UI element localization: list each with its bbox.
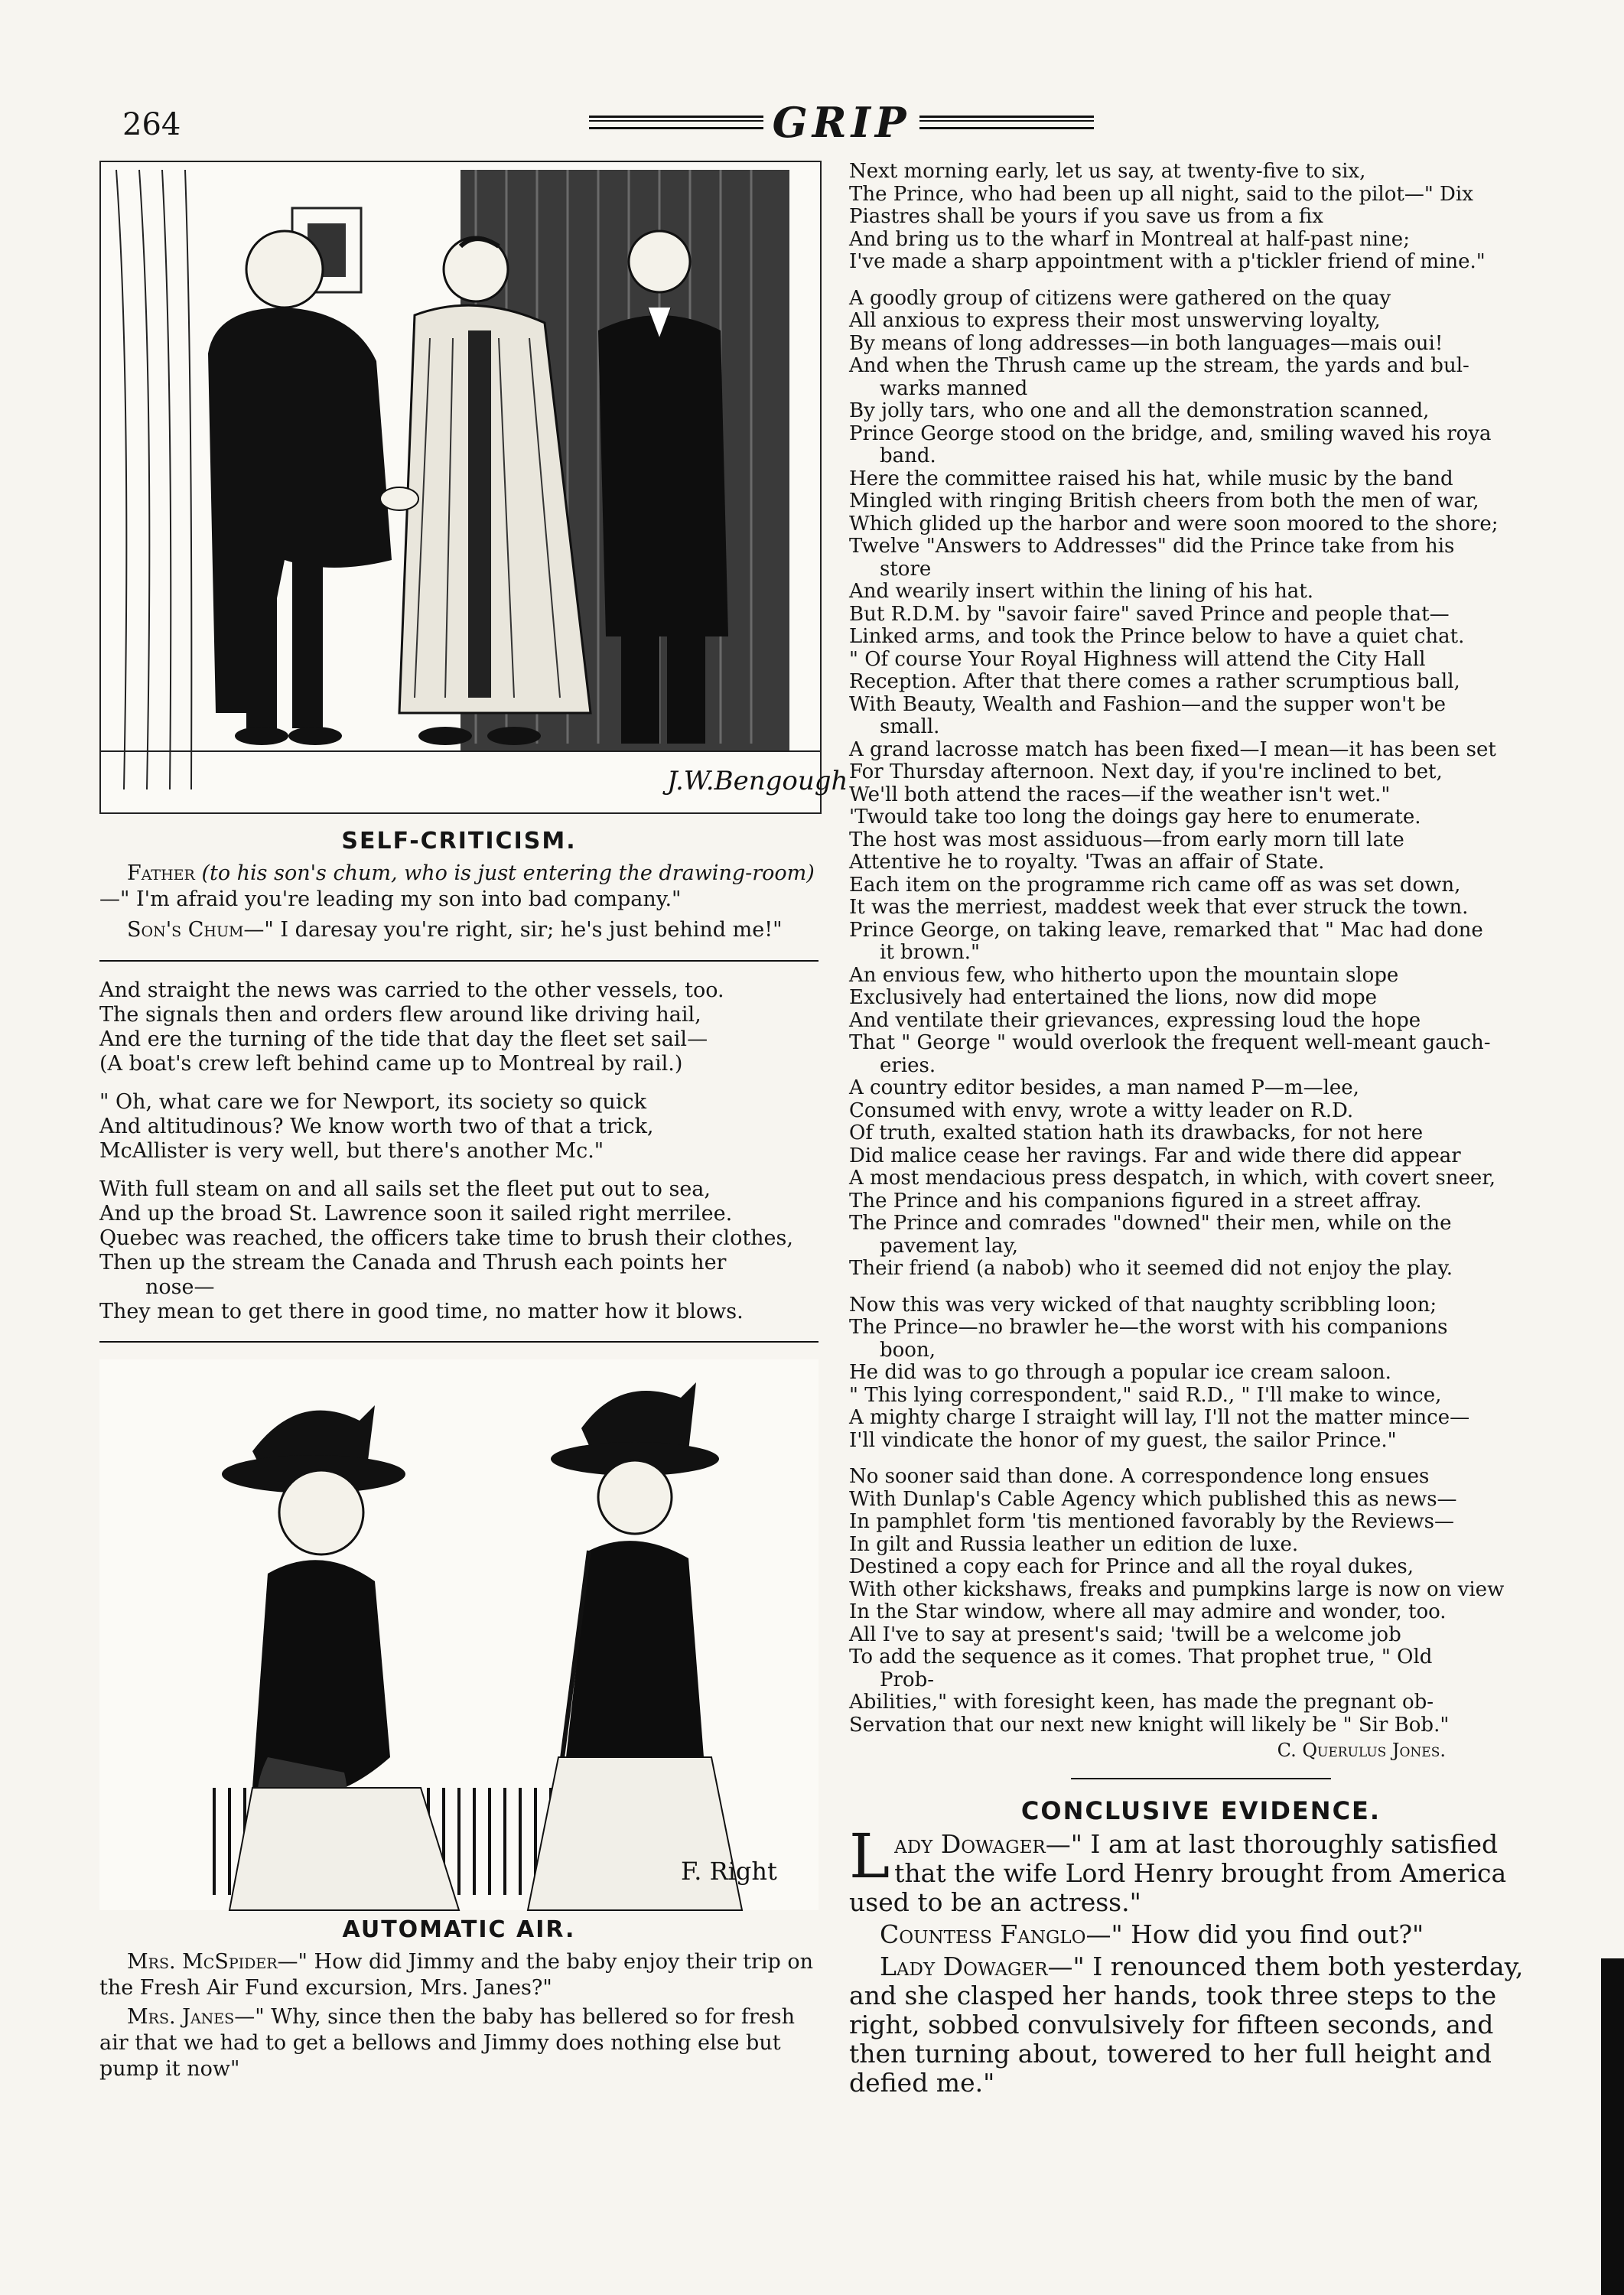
verse-line: That " George " would overlook the frequent well-meant gauch-	[849, 1031, 1491, 1054]
janes-line: —" Why, since then the baby has bellered so for fresh air that we had to get a bellows and Jimmy does nothing else but pump it now"	[99, 2005, 795, 2081]
verse-line: I've made a sharp appointment with a p'tickler friend of mine."	[849, 250, 1486, 273]
verse-line: " Oh, what care we for Newport, its society so quick	[99, 1090, 646, 1114]
self-criticism-title: SELF-CRITICISM.	[341, 828, 577, 855]
drop-cap: L	[849, 1821, 890, 1892]
verse-line: Twelve "Answers to Addresses" did the Prince take from his	[849, 535, 1455, 558]
conclusive-evidence-body	[849, 1821, 1553, 2098]
verse-line: Attentive he to royalty. 'Twas an affair of State.	[849, 851, 1325, 874]
verse-line: A mighty charge I straight will lay, I'll not the matter mince—	[849, 1406, 1470, 1429]
self-criticism-signature: J.W.Bengough	[667, 766, 848, 796]
verse-line: No sooner said than done. A correspondence long ensues	[849, 1465, 1430, 1488]
dowager-speaker: ady Dowager	[894, 1829, 1046, 1859]
verse-line: With Dunlap's Cable Agency which published this as news—	[849, 1487, 1457, 1511]
automatic-air-line-2	[99, 2004, 819, 2082]
automatic-air-illustration	[99, 1359, 819, 1910]
verse-line: Then up the stream the Canada and Thrush each points her	[99, 1251, 727, 1274]
verse-line: The signals then and orders flew around like driving hail,	[99, 1003, 701, 1027]
verse-line: Here the committee raised his hat, while music by the band	[849, 467, 1453, 490]
verse-line: Piastres shall be yours if you save us from a fix	[849, 205, 1323, 228]
automatic-air-signature: F. Right	[681, 1857, 777, 1886]
chum-line: —" I daresay you're right, sir; he's just behind me!"	[243, 918, 783, 942]
self-criticism-line-2	[99, 917, 819, 943]
verse-line: With other kickshaws, freaks and pumpkins large is now on view	[849, 1577, 1505, 1601]
verse-line: Servation that our next new knight will likely be " Sir Bob."	[849, 1713, 1450, 1737]
verse-line: An envious few, who hitherto upon the mountain slope	[849, 963, 1399, 987]
verse-line: The Prince and his companions figured in a street affray.	[849, 1189, 1422, 1213]
verse-line: pavement lay,	[880, 1234, 1019, 1258]
janes-speaker: Mrs. Janes	[127, 2005, 235, 2029]
verse-line: 'Twould take too long the doings gay here to enumerate.	[849, 806, 1421, 828]
self-criticism-illustration	[99, 161, 848, 814]
verse-line: And bring us to the wharf in Montreal at half-past nine;	[849, 227, 1410, 251]
verse-line: But R.D.M. by "savoir faire" saved Prince and people that—	[849, 602, 1450, 626]
masthead-title: GRIP	[772, 98, 911, 147]
verse-line: Quebec was reached, the officers take time to brush their clothes,	[99, 1226, 793, 1250]
verse-line: All anxious to express their most unswerving loyalty,	[849, 309, 1381, 332]
verse-line: band.	[880, 444, 936, 467]
conclusive-evidence-title: CONCLUSIVE EVIDENCE.	[1020, 1796, 1382, 1825]
divider-1	[99, 960, 819, 962]
verse-line: By means of long addresses—in both languages—mais oui!	[849, 331, 1443, 355]
verse-line: Each item on the programme rich came off as was set down,	[849, 873, 1461, 897]
verse-line: I'll vindicate the honor of my guest, the sailor Prince."	[849, 1428, 1397, 1452]
verse-line: In gilt and Russia leather un edition de luxe.	[849, 1532, 1299, 1556]
page-number: 264	[122, 107, 181, 142]
verse-line: And ere the turning of the tide that day the fleet set sail—	[99, 1027, 708, 1051]
automatic-air-line-1	[99, 1949, 819, 2001]
verse-line: And wearily insert within the lining of his hat.	[849, 580, 1313, 603]
verse-line: He did was to go through a popular ice cream saloon.	[849, 1361, 1391, 1384]
verse-line: Prince George, on taking leave, remarked that " Mac had done	[849, 918, 1483, 942]
countess-line: —" How did you find out?"	[1085, 1919, 1424, 1949]
verse-line: Exclusively had entertained the lions, now did mope	[849, 986, 1377, 1009]
verse-line: They mean to get there in good time, no matter how it blows.	[99, 1300, 744, 1323]
automatic-air-title: AUTOMATIC AIR.	[342, 1916, 576, 1943]
countess-speaker: Countess Fanglo	[880, 1919, 1086, 1949]
left-verse-stanza-2	[99, 1090, 819, 1164]
father-stage-direction: (to his son's chum, who is just entering the drawing-room)	[201, 861, 815, 885]
verse-line: store	[880, 557, 932, 581]
verse-line: Destined a copy each for Prince and all the royal dukes,	[849, 1555, 1414, 1578]
verse-line: Consumed with envy, wrote a witty leader on R.D.	[849, 1099, 1354, 1122]
verse-line: " This lying correspondent," said R.D., " I'll make to wince,	[849, 1383, 1442, 1407]
verse-line: The host was most assiduous—from early morn till late	[849, 828, 1404, 851]
left-verse-stanza-3	[99, 1177, 819, 1324]
verse-line: All I've to say at present's said; 'twill be a welcome job	[849, 1623, 1401, 1646]
verse-line: The Prince—no brawler he—the worst with his companions	[849, 1316, 1448, 1339]
poem-signature: C. Querulus Jones.	[1277, 1740, 1446, 1761]
verse-line: In the Star window, where all may admire and wonder, too.	[849, 1600, 1447, 1623]
verse-line: Which glided up the harbor and were soon moored to the shore;	[849, 512, 1499, 536]
verse-line: With full steam on and all sails set the fleet put out to sea,	[99, 1177, 711, 1201]
father-line: —" I'm afraid you're leading my son into bad company."	[99, 887, 682, 911]
left-column	[99, 161, 848, 2082]
verse-line: (A boat's crew left behind came up to Montreal by rail.)	[99, 1052, 683, 1076]
verse-line: By jolly tars, who one and all the demonstration scanned,	[849, 399, 1430, 422]
verse-line: A country editor besides, a man named P—m—lee,	[849, 1076, 1359, 1099]
divider-3	[1071, 1778, 1331, 1779]
verse-line: For Thursday afternoon. Next day, if you're inclined to bet,	[849, 760, 1443, 783]
verse-line: We'll both attend the races—if the weather isn't wet."	[849, 783, 1391, 806]
dowager-line-2: —" I renounced them both yesterday, and she clasped her hands, took three steps to the right, sobbed convulsively for fifteen seconds, and then turning about, towered to her full height and defied me."	[849, 1952, 1524, 2098]
verse-line: eries.	[880, 1053, 936, 1077]
masthead-rule-right	[919, 116, 1094, 129]
verse-line: Next morning early, let us say, at twenty-five to six,	[849, 160, 1366, 183]
verse-line: Now this was very wicked of that naughty scribbling loon;	[849, 1293, 1437, 1317]
masthead-rule-left	[589, 116, 763, 129]
verse-line: And altitudinous? We know worth two of that a trick,	[99, 1115, 654, 1138]
verse-line: With Beauty, Wealth and Fashion—and the supper won't be	[849, 692, 1446, 716]
verse-line: Mingled with ringing British cheers from both the men of war,	[849, 490, 1479, 513]
verse-line: And straight the news was carried to the other vessels, too.	[99, 978, 724, 1002]
verse-line: And when the Thrush came up the stream, the yards and bul-	[849, 354, 1469, 377]
verse-line: The Prince, who had been up all night, said to the pilot—" Dix	[849, 182, 1473, 206]
verse-line: Linked arms, and took the Prince below to have a quiet chat.	[849, 625, 1465, 648]
verse-line: small.	[880, 715, 940, 738]
verse-line: It was the merriest, maddest week that ever struck the town.	[849, 896, 1469, 919]
verse-line: Prince George stood on the bridge, and, smiling waved his roya	[849, 422, 1492, 445]
verse-line: warks manned	[880, 376, 1028, 400]
page-edge-shadow	[1601, 1958, 1624, 2295]
verse-line: Of truth, exalted station hath its drawbacks, for not here	[849, 1121, 1424, 1144]
verse-line: nose—	[145, 1275, 215, 1299]
automatic-air-drawing	[99, 1359, 819, 1910]
dowager-speaker-2: Lady Dowager	[880, 1952, 1048, 1981]
verse-line: And ventilate their grievances, expressing loud the hope	[849, 1008, 1421, 1032]
verse-line: Did malice cease her ravings. Far and wide there did appear	[849, 1144, 1461, 1167]
mcspider-line: —" How did Jimmy and the baby enjoy their trip on the Fresh Air Fund excursion, Mrs. Janes?"	[99, 1950, 814, 2000]
dowager-line-1: —" I am at last thoroughly satisfied that the wife Lord Henry brought from America used to be an actress."	[849, 1829, 1507, 1917]
verse-line: boon,	[880, 1338, 936, 1362]
chum-speaker: Son's Chum	[127, 918, 244, 942]
verse-line: The Prince and comrades "downed" their men, while on the	[849, 1212, 1452, 1235]
verse-line: it brown."	[880, 941, 980, 964]
verse-line: McAllister is very well, but there's another Mc."	[99, 1139, 604, 1163]
verse-line: " Of course Your Royal Highness will attend the City Hall	[849, 647, 1426, 671]
verse-line: Abilities," with foresight keen, has made the pregnant ob-	[849, 1691, 1434, 1714]
self-criticism-drawing	[101, 162, 848, 812]
verse-line: To add the sequence as it comes. That prophet true, " Old	[849, 1646, 1433, 1668]
verse-line: And up the broad St. Lawrence soon it sailed right merrilee.	[99, 1202, 733, 1226]
right-verse-stanza-4	[849, 1466, 1553, 1737]
verse-line: A grand lacrosse match has been fixed—I mean—it has been set	[849, 737, 1496, 761]
father-speaker: Father	[127, 861, 195, 885]
masthead	[589, 99, 1094, 145]
right-verse-stanza-2	[849, 288, 1553, 1281]
verse-line: A goodly group of citizens were gathered on the quay	[849, 286, 1391, 310]
right-verse-stanza-3	[849, 1294, 1553, 1453]
right-column	[849, 161, 1553, 2101]
left-verse-stanza-1	[99, 978, 819, 1076]
verse-line: Their friend (a nabob) who it seemed did not enjoy the play.	[849, 1257, 1453, 1280]
divider-2	[99, 1341, 819, 1343]
self-criticism-line-1	[99, 861, 819, 913]
verse-line: Reception. After that there comes a rather scrumptious ball,	[849, 670, 1460, 693]
verse-line: Prob-	[880, 1668, 935, 1691]
verse-line: In pamphlet form 'tis mentioned favorably by the Reviews—	[849, 1510, 1454, 1533]
mcspider-speaker: Mrs. McSpider	[127, 1950, 278, 1974]
right-verse-stanza-1	[849, 161, 1553, 274]
verse-line: A most mendacious press despatch, in which, with covert sneer,	[849, 1167, 1496, 1190]
